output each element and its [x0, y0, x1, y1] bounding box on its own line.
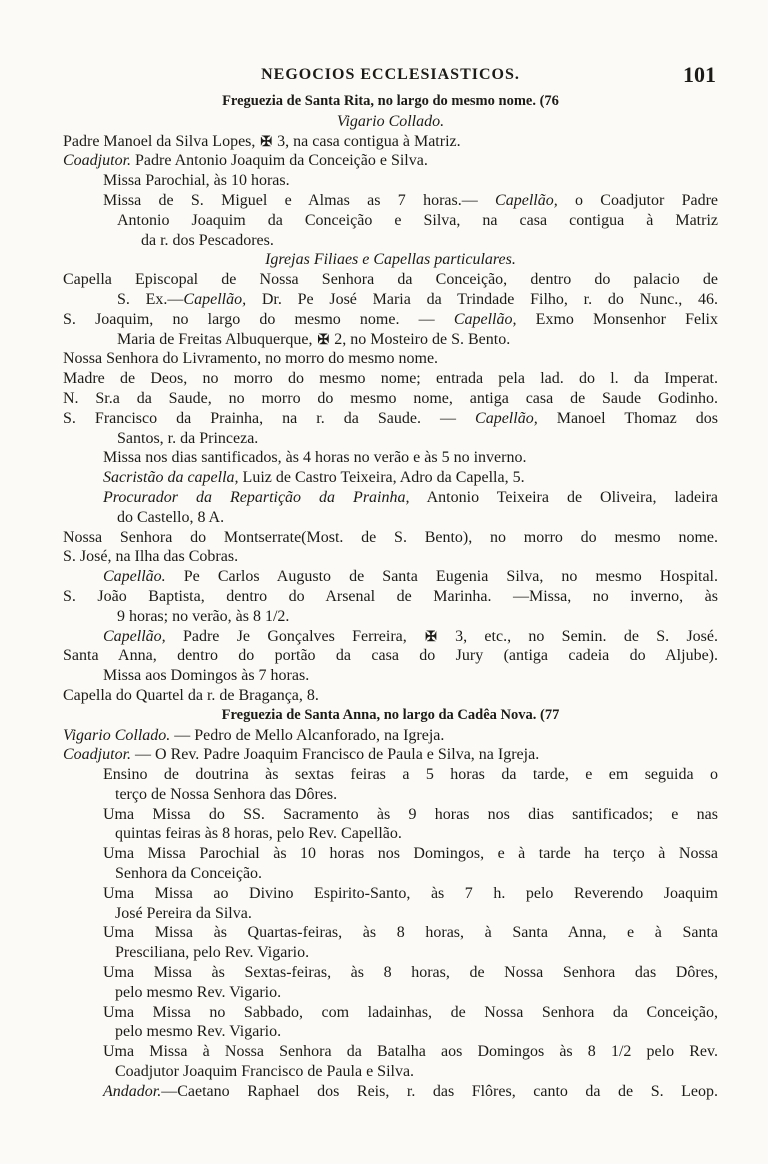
text-segment: o Coadjutor Padre — [557, 191, 718, 209]
cross-mark-icon: ✠ — [260, 134, 273, 150]
text-segment: S. Joaquim, no largo do mesmo nome. — — [63, 310, 454, 328]
italic-segment: Vigario Collado. — [63, 726, 171, 744]
text-line: pelo mesmo Rev. Vigario. — [115, 983, 282, 1001]
running-title: NEGOCIOS ECCLESIASTICOS. — [261, 66, 520, 83]
text-line: Capella Episcopal de Nossa Senhora da Conceição, dentro do palacio de — [63, 271, 718, 289]
text-line: N. Sr.a da Saude, no morro do mesmo nome, antiga casa de Saude Godinho. — [63, 389, 718, 407]
page-number: 101 — [683, 62, 716, 87]
text-segment: S. Francisco da Prainha, na r. da Saude. — — [63, 409, 476, 427]
text-segment: Dr. Pe José Maria da Trindade Filho, r. do Nunc., 46. — [246, 290, 718, 308]
italic-segment: Capellão, — [495, 191, 558, 209]
text-line: Uma Missa ao Divino Espirito-Santo, às 7 h. pelo Reverendo Joaquim — [103, 884, 718, 902]
text-line: Uma Missa às Sextas-feiras, às 8 horas, de Nossa Senhora das Dôres, — [103, 964, 718, 982]
text-line: Madre de Deos, no morro do mesmo nome; entrada pela lad. do l. da Imperat. — [63, 370, 718, 388]
text-segment: Luiz de Castro Teixeira, Adro da Capella, 5. — [238, 469, 525, 487]
text-line: Nossa Senhora do Montserrate(Most. de S. Bento), no morro do mesmo nome. — [63, 528, 718, 546]
italic-segment: Andador. — [103, 1082, 162, 1100]
text-line: Vigario Collado. — [336, 112, 445, 130]
text-segment: 3, na casa contigua à Matriz. — [273, 132, 461, 150]
cross-mark-icon: ✠ — [317, 332, 330, 348]
text-line: 9 horas; no verão, às 8 1/2. — [117, 607, 290, 625]
text-line — [63, 745, 718, 765]
text-line: Missa aos Domingos às 7 horas. — [103, 667, 310, 685]
text-line: Nossa Senhora do Livramento, no morro do mesmo nome. — [63, 350, 439, 368]
text-line — [63, 330, 718, 350]
text-line — [63, 726, 718, 746]
text-line: Missa Parochial, às 10 horas. — [103, 172, 290, 190]
text-line — [63, 290, 718, 310]
text-line: Igrejas Filiaes e Capellas particulares. — [265, 251, 516, 269]
italic-segment: Coadjutor. — [63, 746, 132, 764]
text-segment: Pe Carlos Augusto de Santa Eugenia Silva, no mesmo Hospital. — [165, 568, 718, 586]
text-line: Presciliana, pelo Rev. Vigario. — [115, 944, 310, 962]
page-header — [63, 62, 718, 92]
italic-segment: Capellão, — [183, 290, 247, 308]
text-segment: 2, no Mosteiro de S. Bento. — [330, 330, 511, 348]
text-line: Missa nos dias santificados, às 4 horas no verão e às 5 no inverno. — [103, 449, 527, 467]
italic-segment: Procurador da Repartição da Prainha, — [103, 488, 410, 506]
text-line — [63, 409, 718, 429]
text-line — [63, 1082, 718, 1102]
text-line — [63, 191, 718, 211]
text-line: Capella do Quartel da r. de Bragança, 8. — [63, 686, 319, 704]
text-line: Uma Missa no Sabbado, com ladainhas, de Nossa Senhora da Conceição, — [103, 1003, 718, 1021]
text-segment: Padre Antonio Joaquim da Conceição e Silva. — [131, 152, 428, 170]
italic-segment: Coadjutor. — [63, 152, 132, 170]
italic-segment: Capellão, — [453, 310, 517, 328]
text-line: Senhora da Conceição. — [115, 865, 263, 883]
cross-mark-icon: ✠ — [425, 629, 437, 645]
text-line: Coadjutor Joaquim Francisco de Paula e Silva. — [115, 1063, 415, 1081]
text-segment: —Caetano Raphael dos Reis, r. das Flôres, canto da de S. Leop. — [161, 1082, 718, 1100]
section-heading: Freguezia de Santa Anna, no largo da Cadêa Nova. (77 — [221, 706, 560, 723]
text-segment: Padre Manoel da Silva Lopes, — [63, 132, 260, 150]
text-segment: Missa de S. Miguel e Almas as 7 horas.— — [103, 191, 496, 209]
italic-segment: Sacristão da capella, — [103, 469, 239, 487]
text-segment: Manoel Thomaz dos — [537, 409, 718, 427]
italic-segment: Capellão, — [103, 627, 166, 645]
text-line: da r. dos Pescadores. — [141, 231, 274, 249]
text-segment: — O Rev. Padre Joaquim Francisco de Paula e Silva, na Igreja. — [131, 746, 540, 764]
text-line: S. José, na Ilha das Cobras. — [63, 548, 239, 566]
text-line: pelo mesmo Rev. Vigario. — [115, 1023, 282, 1041]
text-line: do Castello, 8 A. — [117, 508, 225, 526]
text-line: Ensino de doutrina às sextas feiras a 5 horas da tarde, e em seguida o — [103, 766, 718, 784]
text-segment: S. Ex.— — [117, 290, 184, 308]
text-line — [63, 151, 718, 171]
text-segment: 3, etc., no Semin. de S. José. — [437, 627, 718, 645]
text-line — [63, 567, 718, 587]
text-line — [63, 627, 718, 647]
text-segment: Padre Je Gonçalves Ferreira, — [165, 627, 425, 645]
text-line: Uma Missa à Nossa Senhora da Batalha aos Domingos às 8 1/2 pelo Rev. — [103, 1043, 718, 1061]
text-line: Uma Missa do SS. Sacramento às 9 horas nos dias santificados; e nas — [103, 805, 718, 823]
text-segment: Maria de Freitas Albuquerque, — [117, 330, 317, 348]
text-line — [63, 488, 718, 508]
text-line: Uma Missa às Quartas-feiras, às 8 horas, à Santa Anna, e à Santa — [103, 924, 718, 942]
text-segment: — Pedro de Mello Alcanforado, na Igreja. — [170, 726, 445, 744]
text-line — [63, 468, 718, 488]
text-line — [63, 132, 718, 152]
italic-segment: Capellão. — [103, 568, 166, 586]
text-line: terço de Nossa Senhora das Dôres. — [115, 785, 338, 803]
section-heading: Freguezia de Santa Rita, no largo do mesmo nome. (76 — [222, 93, 559, 109]
text-line: quintas feiras às 8 horas, pelo Rev. Capellão. — [115, 825, 402, 843]
text-segment: Antonio Teixeira de Oliveira, ladeira — [409, 488, 718, 506]
text-line: José Pereira da Silva. — [115, 904, 252, 922]
text-segment: Exmo Monsenhor Felix — [516, 310, 718, 328]
body-text — [63, 92, 718, 1102]
text-line: Antonio Joaquim da Conceição e Silva, na casa contigua à Matriz — [117, 211, 718, 229]
text-line: Uma Missa Parochial às 10 horas nos Domingos, e à tarde ha terço à Nossa — [103, 845, 718, 863]
text-line: Santa Anna, dentro do portão da casa do Jury (antiga cadeia do Aljube). — [63, 647, 718, 665]
text-line — [63, 310, 718, 330]
text-line: Santos, r. da Princeza. — [117, 429, 259, 447]
italic-segment: Capellão, — [475, 409, 538, 427]
text-line: S. João Baptista, dentro do Arsenal de Marinha. —Missa, no inverno, às — [63, 587, 718, 605]
